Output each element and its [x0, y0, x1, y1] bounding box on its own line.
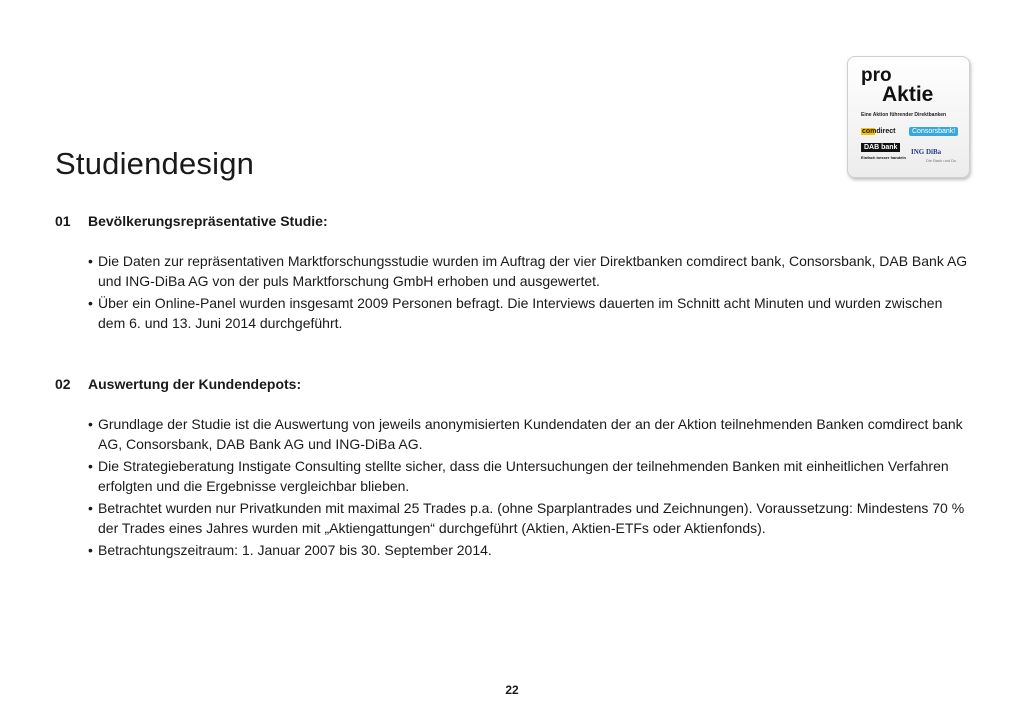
section-title: Auswertung der Kundendepots:: [88, 376, 302, 392]
list-item-text: Die Strategieberatung Instigate Consulting stellte sicher, dass die Untersuchungen der teilnehmenden Banken mit einheitlichen Verfahren erfolgten und die Ergebnisse vergleichbar blieben.: [98, 458, 949, 494]
comdirect-logo: comdirect: [862, 128, 896, 135]
bullet-icon: •: [88, 416, 93, 432]
ing-diba-logo: ING DiBa: [911, 148, 942, 156]
section-number: 01: [55, 213, 71, 229]
ing-diba-slogan: Die Bank und Du: [926, 158, 957, 163]
list-item-text: Grundlage der Studie ist die Auswertung von jeweils anonymisierten Kundendaten der an der Aktion teilnehmenden Banken comdirect bank AG, Consorsbank, DAB Bank AG und ING-DiBa AG.: [98, 416, 963, 452]
section-heading: [55, 213, 975, 229]
page-number: 22: [505, 683, 519, 697]
bullet-list: [88, 251, 968, 335]
logo-pro-text: pro: [861, 65, 892, 86]
list-item: [88, 251, 968, 291]
list-item-text: Betrachtet wurden nur Privatkunden mit maximal 25 Trades p.a. (ohne Sparplantrades und Zeichnungen). Voraussetzung: Mindestens 70 % der Trades eines Jahres wurden mit „Aktiengattungen“ durchgeführt (Aktien, Aktien-ETFs oder Aktienfonds).: [98, 500, 965, 536]
section-study: [55, 213, 975, 331]
pro-aktie-logo: [847, 56, 970, 178]
consorsbank-logo: Consorsbank!: [909, 127, 958, 136]
list-item: [88, 498, 968, 538]
section-number: 02: [55, 376, 71, 392]
list-item-text: Die Daten zur repräsentativen Marktforschungsstudie wurden im Auftrag der vier Direktbanken comdirect bank, Consorsbank, DAB Bank AG und ING-DiBa AG von der puls Marktforschung GmbH erhoben und ausgewertet.: [98, 253, 968, 289]
list-item: [88, 540, 968, 560]
list-item-text: Über ein Online-Panel wurden insgesamt 2009 Personen befragt. Die Interviews dauerten im Schnitt acht Minuten und wurden zwischen dem 6. und 13. Juni 2014 durchgeführt.: [98, 295, 943, 331]
list-item: [88, 414, 968, 454]
section-heading: [55, 376, 975, 392]
bullet-icon: •: [88, 500, 93, 516]
bullet-icon: •: [88, 458, 93, 474]
bullet-icon: •: [88, 253, 93, 269]
list-item: [88, 456, 968, 496]
bullet-list: [88, 414, 968, 562]
section-title: Bevölkerungsrepräsentative Studie:: [88, 213, 328, 229]
section-depots: [55, 376, 975, 558]
list-item-text: Betrachtungszeitraum: 1. Januar 2007 bis 30. September 2014.: [98, 542, 492, 558]
logo-aktie-text: Aktie: [882, 83, 934, 106]
page-title: Studiendesign: [55, 146, 255, 181]
bullet-icon: •: [88, 542, 93, 558]
dab-bank-slogan: Einfach besser handeln: [861, 155, 906, 160]
bullet-icon: •: [88, 295, 93, 311]
dab-bank-logo: DAB bank: [861, 143, 900, 152]
list-item: [88, 293, 968, 333]
logo-tagline: Eine Aktion führender Direktbanken: [861, 112, 947, 118]
